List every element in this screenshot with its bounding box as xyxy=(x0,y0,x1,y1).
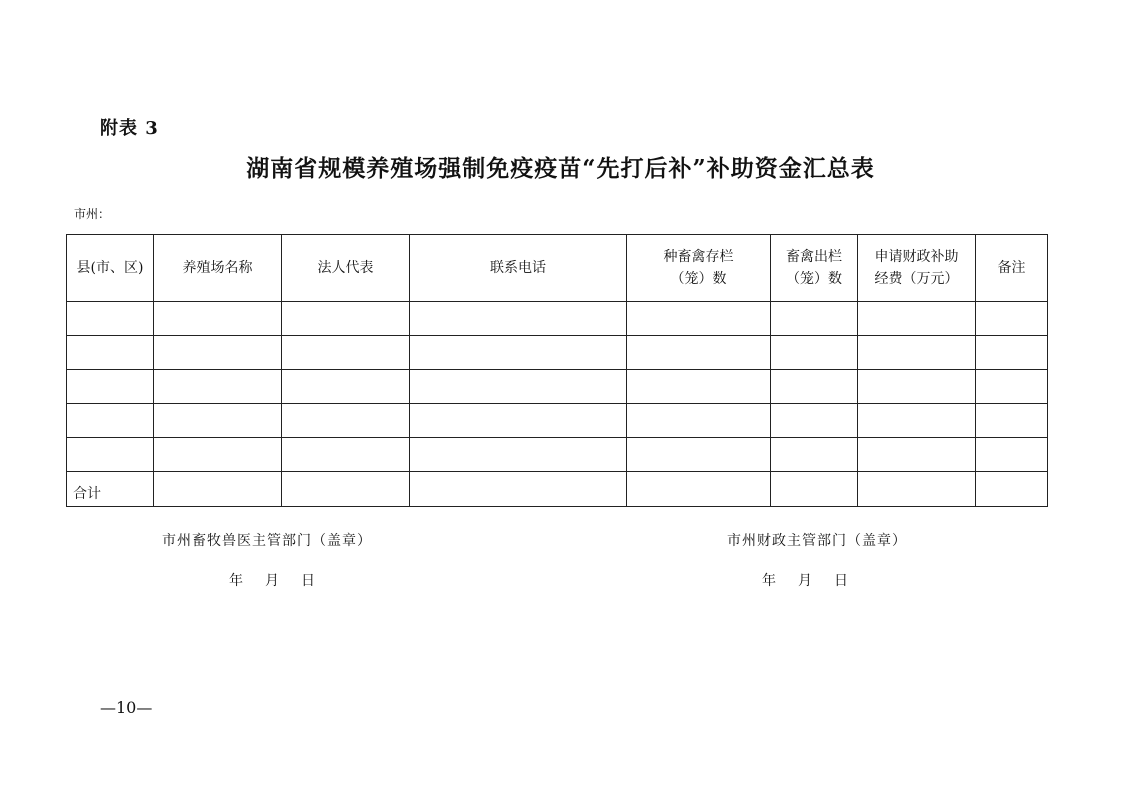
table-cell[interactable] xyxy=(67,336,154,370)
table-row xyxy=(67,370,1048,404)
table-cell[interactable] xyxy=(282,336,410,370)
signature-finance-dept: 市州财政主管部门（盖章） xyxy=(727,533,907,549)
page-number: —10— xyxy=(100,698,153,717)
table-cell[interactable] xyxy=(627,302,771,336)
appendix-label: 附表 3 xyxy=(100,118,159,139)
table-cell[interactable] xyxy=(976,370,1048,404)
table-cell[interactable] xyxy=(282,370,410,404)
table-cell[interactable] xyxy=(858,472,976,507)
table-cell[interactable] xyxy=(410,438,627,472)
table-cell[interactable] xyxy=(282,404,410,438)
table-cell[interactable] xyxy=(976,336,1048,370)
table-cell[interactable] xyxy=(154,438,282,472)
table-cell[interactable] xyxy=(771,438,858,472)
table-cell[interactable] xyxy=(282,472,410,507)
table-cell[interactable] xyxy=(154,472,282,507)
table-cell[interactable] xyxy=(154,302,282,336)
table-cell[interactable] xyxy=(858,370,976,404)
table-cell[interactable] xyxy=(771,370,858,404)
signature-animal-husbandry-dept: 市州畜牧兽医主管部门（盖章） xyxy=(162,533,372,549)
header-farm-name xyxy=(154,235,282,302)
date-line-right xyxy=(762,570,848,590)
table-cell[interactable] xyxy=(154,370,282,404)
table-cell[interactable] xyxy=(771,472,858,507)
header-legal-rep xyxy=(282,235,410,302)
table-cell[interactable] xyxy=(154,404,282,438)
summary-table xyxy=(66,234,1048,507)
date-line-left xyxy=(229,570,315,590)
table-cell[interactable] xyxy=(858,438,976,472)
table-cell[interactable] xyxy=(771,336,858,370)
date-year: 年 xyxy=(229,573,243,589)
header-slaughter-line1: 畜禽出栏 xyxy=(786,249,842,265)
header-county xyxy=(67,235,154,302)
table-cell[interactable] xyxy=(976,472,1048,507)
table-cell[interactable] xyxy=(67,370,154,404)
page-title: 湖南省规模养殖场强制免疫疫苗“先打后补”补助资金汇总表 xyxy=(246,155,875,182)
header-farm-name-label: 养殖场名称 xyxy=(182,260,253,276)
table-cell[interactable] xyxy=(410,370,627,404)
date-day: 日 xyxy=(834,573,848,589)
header-remarks xyxy=(976,235,1048,302)
table-cell[interactable] xyxy=(627,404,771,438)
header-remarks-label: 备注 xyxy=(997,260,1026,276)
table-cell[interactable] xyxy=(627,370,771,404)
header-slaughter xyxy=(771,235,858,302)
header-subsidy-line1: 申请财政补助 xyxy=(874,249,959,265)
table-cell[interactable] xyxy=(976,302,1048,336)
table-cell[interactable] xyxy=(858,336,976,370)
table-cell[interactable] xyxy=(410,472,627,507)
table-cell[interactable] xyxy=(858,404,976,438)
table-cell[interactable] xyxy=(627,438,771,472)
table-row xyxy=(67,438,1048,472)
table-cell[interactable] xyxy=(67,302,154,336)
table-cell[interactable] xyxy=(627,336,771,370)
header-county-label: 县(市、区) xyxy=(76,260,144,276)
table-cell[interactable] xyxy=(410,302,627,336)
table-cell[interactable] xyxy=(154,336,282,370)
header-breeding-stock xyxy=(627,235,771,302)
table-cell[interactable] xyxy=(67,438,154,472)
date-month: 月 xyxy=(265,573,279,589)
table-cell[interactable] xyxy=(976,404,1048,438)
table-cell[interactable] xyxy=(282,438,410,472)
table-cell[interactable] xyxy=(410,336,627,370)
date-year: 年 xyxy=(762,573,776,589)
total-label: 合计 xyxy=(67,472,154,507)
header-breeding-stock-line1: 种畜禽存栏 xyxy=(663,249,734,265)
table-cell[interactable] xyxy=(976,438,1048,472)
table-cell[interactable] xyxy=(282,302,410,336)
table-cell[interactable] xyxy=(627,472,771,507)
table-cell[interactable] xyxy=(771,404,858,438)
date-month: 月 xyxy=(798,573,812,589)
header-row xyxy=(67,235,1048,302)
header-subsidy-line2: 经费（万元） xyxy=(874,271,959,287)
total-row xyxy=(67,472,1048,507)
table-row xyxy=(67,302,1048,336)
table-cell[interactable] xyxy=(771,302,858,336)
header-slaughter-line2: （笼）数 xyxy=(786,271,842,287)
table-row xyxy=(67,336,1048,370)
header-breeding-stock-line2: （笼）数 xyxy=(670,271,727,287)
header-legal-rep-label: 法人代表 xyxy=(317,260,374,276)
header-phone xyxy=(410,235,627,302)
table-cell[interactable] xyxy=(858,302,976,336)
date-day: 日 xyxy=(301,573,315,589)
table-cell[interactable] xyxy=(410,404,627,438)
table-row xyxy=(67,404,1048,438)
header-phone-label: 联系电话 xyxy=(490,260,546,276)
city-label: 市州： xyxy=(74,207,111,221)
table-cell[interactable] xyxy=(67,404,154,438)
header-subsidy xyxy=(858,235,976,302)
